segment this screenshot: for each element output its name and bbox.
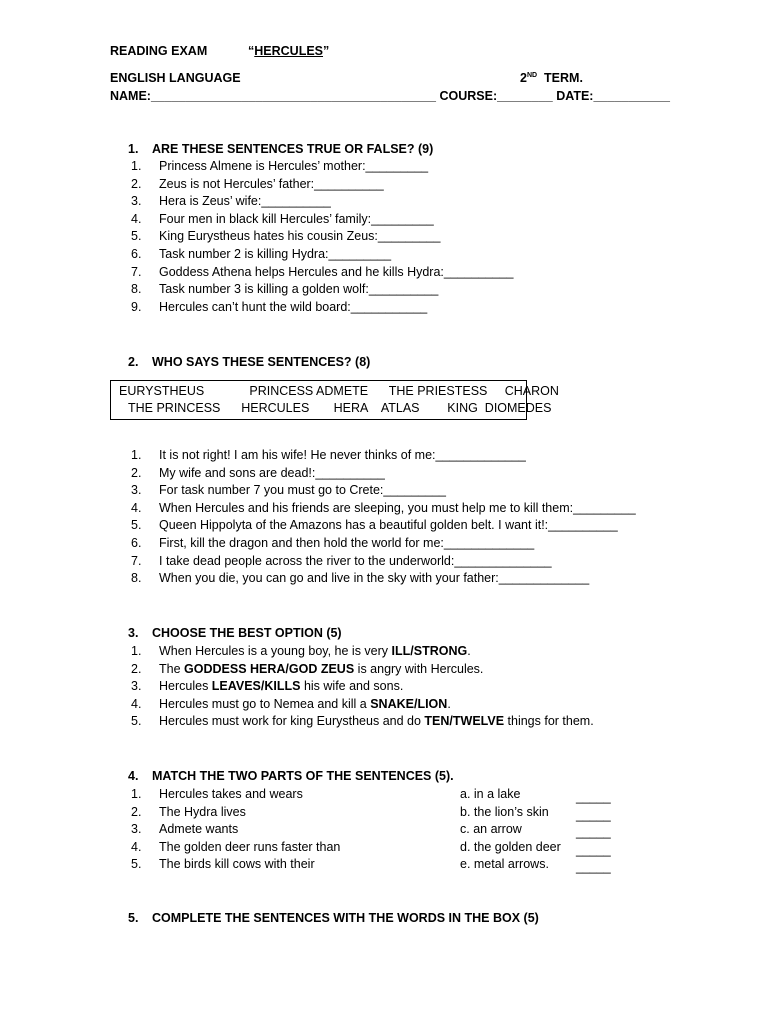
- list-item: 3. Admete wants: [131, 822, 239, 837]
- section-3-list: [128, 643, 594, 731]
- match-option: d. the golden deer: [460, 839, 561, 854]
- section-5-title: [128, 911, 539, 925]
- list-item: 4. When Hercules and his friends are sleeping, you must help me to kill them:_________: [131, 500, 636, 515]
- section-4-right-list: [460, 786, 561, 874]
- answer-blank: _____: [576, 790, 611, 804]
- list-item: 1. It is not right! I am his wife! He never thinks of me:_____________: [131, 448, 526, 462]
- list-item: 4. Hercules must go to Nemea and kill a SNAKE/LION.: [131, 696, 451, 711]
- list-item: 4. The golden deer runs faster than: [131, 839, 341, 854]
- list-item: 1. When Hercules is a young boy, he is very ILL/STRONG.: [131, 644, 471, 658]
- list-item: 8. Task number 3 is killing a golden wolf:__________: [131, 282, 439, 297]
- match-option: e. metal arrows.: [460, 857, 549, 872]
- subject-label: ENGLISH LANGUAGE: [110, 71, 241, 85]
- section-1-heading: ARE THESE SENTENCES TRUE OR FALSE? (9): [152, 142, 434, 156]
- list-item: 7. I take dead people across the river to the underworld:______________: [131, 553, 552, 568]
- answer-blank: _____: [576, 860, 611, 875]
- term-text: TERM.: [544, 71, 583, 85]
- list-item: 3. Hercules LEAVES/KILLS his wife and sons.: [131, 679, 404, 694]
- term-label: [520, 71, 583, 85]
- section-5-heading: COMPLETE THE SENTENCES WITH THE WORDS IN THE BOX (5): [152, 911, 539, 925]
- list-item: 2. Zeus is not Hercules’ father:__________: [131, 176, 384, 191]
- word-box-row-2: THE PRINCESS HERCULES HERA ATLAS KING DIOMEDES: [128, 401, 552, 415]
- list-item: 6. Task number 2 is killing Hydra:_________: [131, 246, 392, 261]
- section-2-heading: WHO SAYS THESE SENTENCES? (8): [152, 355, 371, 369]
- section-4-title: [128, 769, 454, 783]
- title-text: HERCULES: [254, 44, 324, 58]
- section-4-number: 4.: [128, 769, 139, 783]
- list-item: 1. Hercules takes and wears: [131, 787, 303, 801]
- list-item: 8. When you die, you can go and live in the sky with your father:_____________: [131, 571, 590, 586]
- section-1-number: 1.: [128, 142, 139, 156]
- answer-blank: _____: [576, 842, 611, 857]
- list-item: 7. Goddess Athena helps Hercules and he kills Hydra:__________: [131, 264, 514, 279]
- list-item: 2. My wife and sons are dead!:__________: [131, 465, 385, 480]
- section-4-left-list: [128, 786, 340, 874]
- exam-title: [248, 44, 329, 58]
- list-item: 6. First, kill the dragon and then hold the world for me:_____________: [131, 535, 535, 550]
- answer-blank: _____: [576, 825, 611, 840]
- match-option: c. an arrow: [460, 822, 522, 837]
- list-item: 3. For task number 7 you must go to Crete:_________: [131, 483, 446, 498]
- exam-label: READING EXAM: [110, 44, 208, 58]
- list-item: 5. King Eurystheus hates his cousin Zeus:_________: [131, 229, 441, 244]
- list-item: 1. Princess Almene is Hercules’ mother:_________: [131, 159, 429, 173]
- match-option: b. the lion’s skin: [460, 804, 549, 819]
- list-item: 9. Hercules can’t hunt the wild board:___________: [131, 299, 428, 314]
- section-3-number: 3.: [128, 626, 139, 640]
- list-item: 5. Queen Hippolyta of the Amazons has a beautiful golden belt. I want it!:__________: [131, 518, 618, 533]
- word-box-row-1: EURYSTHEUS PRINCESS ADMETE THE PRIESTESS CHARON: [119, 384, 559, 398]
- section-2-number: 2.: [128, 355, 139, 369]
- answer-blank: _____: [576, 807, 611, 822]
- section-3-title: [128, 626, 342, 640]
- section-4-heading: MATCH THE TWO PARTS OF THE SENTENCES (5).: [152, 769, 454, 783]
- title-close-quote: ”: [323, 44, 330, 58]
- list-item: 2. The Hydra lives: [131, 804, 246, 819]
- section-4-blanks: [576, 789, 611, 877]
- list-item: 5. Hercules must work for king Eurystheus and do TEN/TWELVE things for them.: [131, 714, 594, 729]
- term-sup: ND: [526, 71, 538, 79]
- match-option: a. in a lake: [460, 787, 521, 801]
- list-item: 2. The GODDESS HERA/GOD ZEUS is angry with Hercules.: [131, 661, 484, 676]
- title-open-quote: “: [248, 44, 255, 58]
- section-1-title: [128, 142, 433, 156]
- section-1-list: [128, 158, 513, 316]
- name-course-date-line: NAME:_________________________________________ COURSE:________ DATE:___________: [110, 89, 670, 103]
- list-item: 3. Hera is Zeus’ wife:__________: [131, 194, 331, 209]
- section-2-list: [128, 447, 636, 588]
- section-3-heading: CHOOSE THE BEST OPTION (5): [152, 626, 342, 640]
- list-item: 5. The birds kill cows with their: [131, 857, 315, 872]
- section-2-title: [128, 355, 370, 369]
- word-box: [110, 380, 559, 420]
- list-item: 4. Four men in black kill Hercules’ family:_________: [131, 211, 434, 226]
- term-number: 2: [520, 71, 527, 85]
- section-5-number: 5.: [128, 911, 139, 925]
